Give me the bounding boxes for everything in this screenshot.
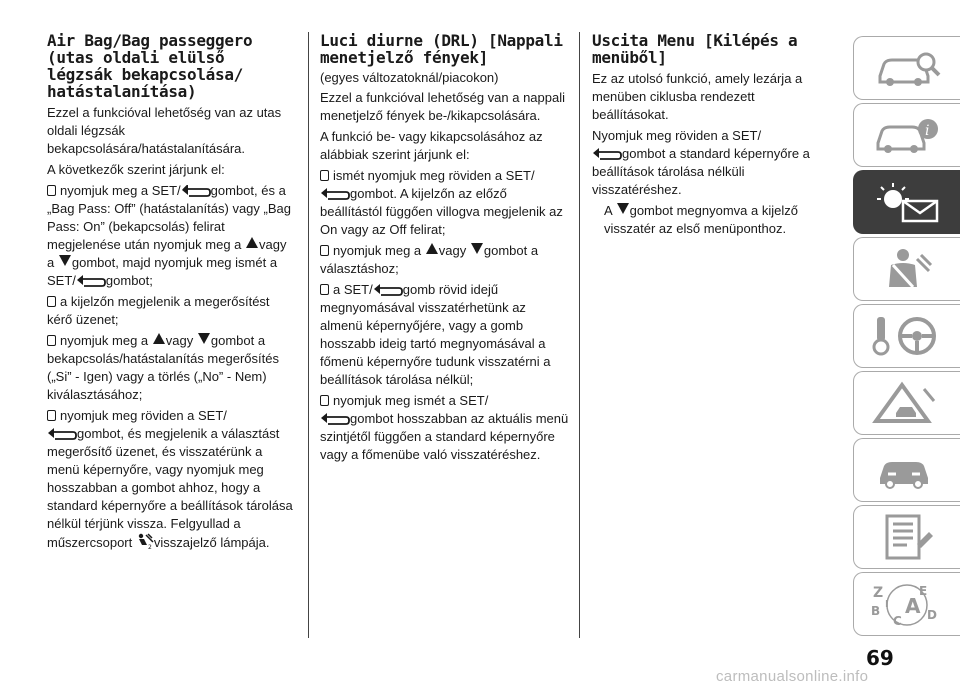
warning-light-message-icon <box>867 179 947 225</box>
tab-starting-driving[interactable] <box>853 304 960 368</box>
tab-technical-data[interactable] <box>853 505 960 569</box>
set-return-icon <box>320 188 350 200</box>
tab-dashboard-warnings[interactable] <box>853 170 960 234</box>
list-item: a kijelzőn megjelenik a megerősítést kérő üzenet; <box>47 294 270 327</box>
tab-car-info[interactable] <box>853 103 960 167</box>
set-return-icon <box>320 413 350 425</box>
column-exit-menu <box>592 32 832 241</box>
set-return-icon <box>181 185 211 197</box>
column-air-bag <box>47 32 297 555</box>
svg-text:I: I <box>885 599 889 610</box>
column-divider <box>579 32 580 638</box>
tab-safety[interactable] <box>853 237 960 301</box>
svg-text:A: A <box>905 594 921 618</box>
arrow-up-icon <box>426 243 438 254</box>
paragraph: A funkció be- vagy kikapcsolásához az alábbiak szerint járjunk el: <box>320 129 543 162</box>
car-search-icon <box>872 48 942 88</box>
checkbox-bullet-icon <box>320 284 329 295</box>
checkbox-bullet-icon <box>320 170 329 181</box>
car-service-icon <box>872 450 942 490</box>
list-item: nyomjuk meg röviden a SET/ gombot, és megjelenik a választást megerősítő üzenet, és visszatérünk a menü képernyőre, vagy nyomjuk meg hosszabban a gombot ahhoz, hogy a standard képernyőre a beállítások tárolása nélkül térjünk vissza. Felgyullad a műszercsoport 2 visszajelző lámpája. <box>47 408 293 550</box>
section-title-air-bag: Air Bag/Bag passeggero (utas oldali elülső légzsák bekapcsolása/ hatástalanítása) <box>47 31 253 101</box>
set-return-icon <box>373 284 403 296</box>
checkbox-bullet-icon <box>47 185 56 196</box>
svg-text:E: E <box>919 584 928 598</box>
tab-alphabetical-index[interactable] <box>853 572 960 636</box>
seatbelt-person-icon <box>877 247 937 291</box>
arrow-up-icon <box>246 237 258 248</box>
tab-emergency[interactable] <box>853 371 960 435</box>
svg-text:2: 2 <box>147 544 152 549</box>
paragraph: A gombot megnyomva a kijelző visszatér az első menüponthoz. <box>604 203 798 236</box>
paragraph: Ezzel a funkcióval lehetőség van a nappali menetjelző fények be-/kikapcsolására. <box>320 90 565 123</box>
svg-text:C: C <box>893 614 902 627</box>
list-item: a SET/ gomb rövid idejű megnyomásával visszatérhetünk az almenü képernyőjére, vagy a gomb hosszabb ideig tartó megnyomásával a főmenü képernyőre tudunk visszatérni a beállítások tárolása nélkül; <box>320 282 551 387</box>
section-title-exit-menu: Uscita Menu [Kilépés a menüből] <box>592 31 798 67</box>
page-number: 69 <box>866 646 894 670</box>
data-sheet-icon <box>877 514 937 560</box>
paragraph: Ez az utolsó funkció, amely lezárja a menüben ciklusba rendezett beállításokat. <box>592 71 803 122</box>
paragraph: A következők szerint járjunk el: <box>47 162 225 177</box>
svg-text:D: D <box>927 608 937 622</box>
paragraph: Nyomjuk meg röviden a SET/ gombot a standard képernyőre a beállítások tárolása nélküli visszatéréshez. <box>592 128 810 197</box>
arrow-up-icon <box>153 333 165 344</box>
list-item: nyomjuk meg a vagy gombot a választáshoz; <box>320 243 539 276</box>
svg-text:B: B <box>871 604 881 618</box>
set-return-icon <box>592 148 622 160</box>
subtitle: (egyes változatoknál/piacokon) <box>320 70 499 85</box>
svg-text:i: i <box>925 123 930 139</box>
tab-car-knowledge[interactable] <box>853 36 960 100</box>
list-item: nyomjuk meg a vagy gombot a bekapcsolás/hatástalanítás megerősítés („Si” - Igen) vagy a törlés („No” - Nem) kiválasztásához; <box>47 333 279 402</box>
car-info-icon <box>872 115 942 155</box>
tab-maintenance[interactable] <box>853 438 960 502</box>
svg-text:Z: Z <box>873 585 884 601</box>
set-return-icon <box>76 275 106 287</box>
section-title-drl: Luci diurne (DRL) [Nappali menetjelző fények] <box>320 31 563 67</box>
column-divider <box>308 32 309 638</box>
checkbox-bullet-icon <box>47 335 56 346</box>
list-item: nyomjuk meg ismét a SET/ gombot hosszabban az aktuális menü szintjétől függően a standard képernyőre vagy a főmenübe való visszatéréshez. <box>320 393 569 462</box>
airbag-warning-icon <box>136 533 154 549</box>
arrow-down-icon <box>471 243 483 254</box>
arrow-down-icon <box>617 203 629 214</box>
checkbox-bullet-icon <box>320 395 329 406</box>
key-steering-wheel-icon <box>867 313 947 359</box>
checkbox-bullet-icon <box>47 410 56 421</box>
alphabet-index-icon <box>867 581 947 627</box>
checkbox-bullet-icon <box>47 296 56 307</box>
set-return-icon <box>47 428 77 440</box>
column-drl <box>320 32 570 467</box>
warning-triangle-car-icon <box>872 381 942 425</box>
checkbox-bullet-icon <box>320 245 329 256</box>
arrow-down-icon <box>198 333 210 344</box>
list-item: nyomjuk meg a SET/ gombot, és a „Bag Pass: Off” (hatástalanítás) vagy „Bag Pass: On” (bekapcsolás) felirat megjelenése után nyomjuk meg a vagy a gombot, majd nyomjuk meg ismét a SET/ gombot; <box>47 183 291 288</box>
paragraph: Ezzel a funkcióval lehetőség van az utas oldali légzsák bekapcsolására/hatástalanítására. <box>47 105 282 156</box>
list-item: ismét nyomjuk meg röviden a SET/ gombot. A kijelzőn az előző beállítástól függően villogva megjelenik az On vagy az Off felirat; <box>320 168 563 237</box>
chapter-tabs <box>853 36 960 639</box>
watermark: carmanualsonline.info <box>716 668 869 685</box>
arrow-down-icon <box>59 255 71 266</box>
